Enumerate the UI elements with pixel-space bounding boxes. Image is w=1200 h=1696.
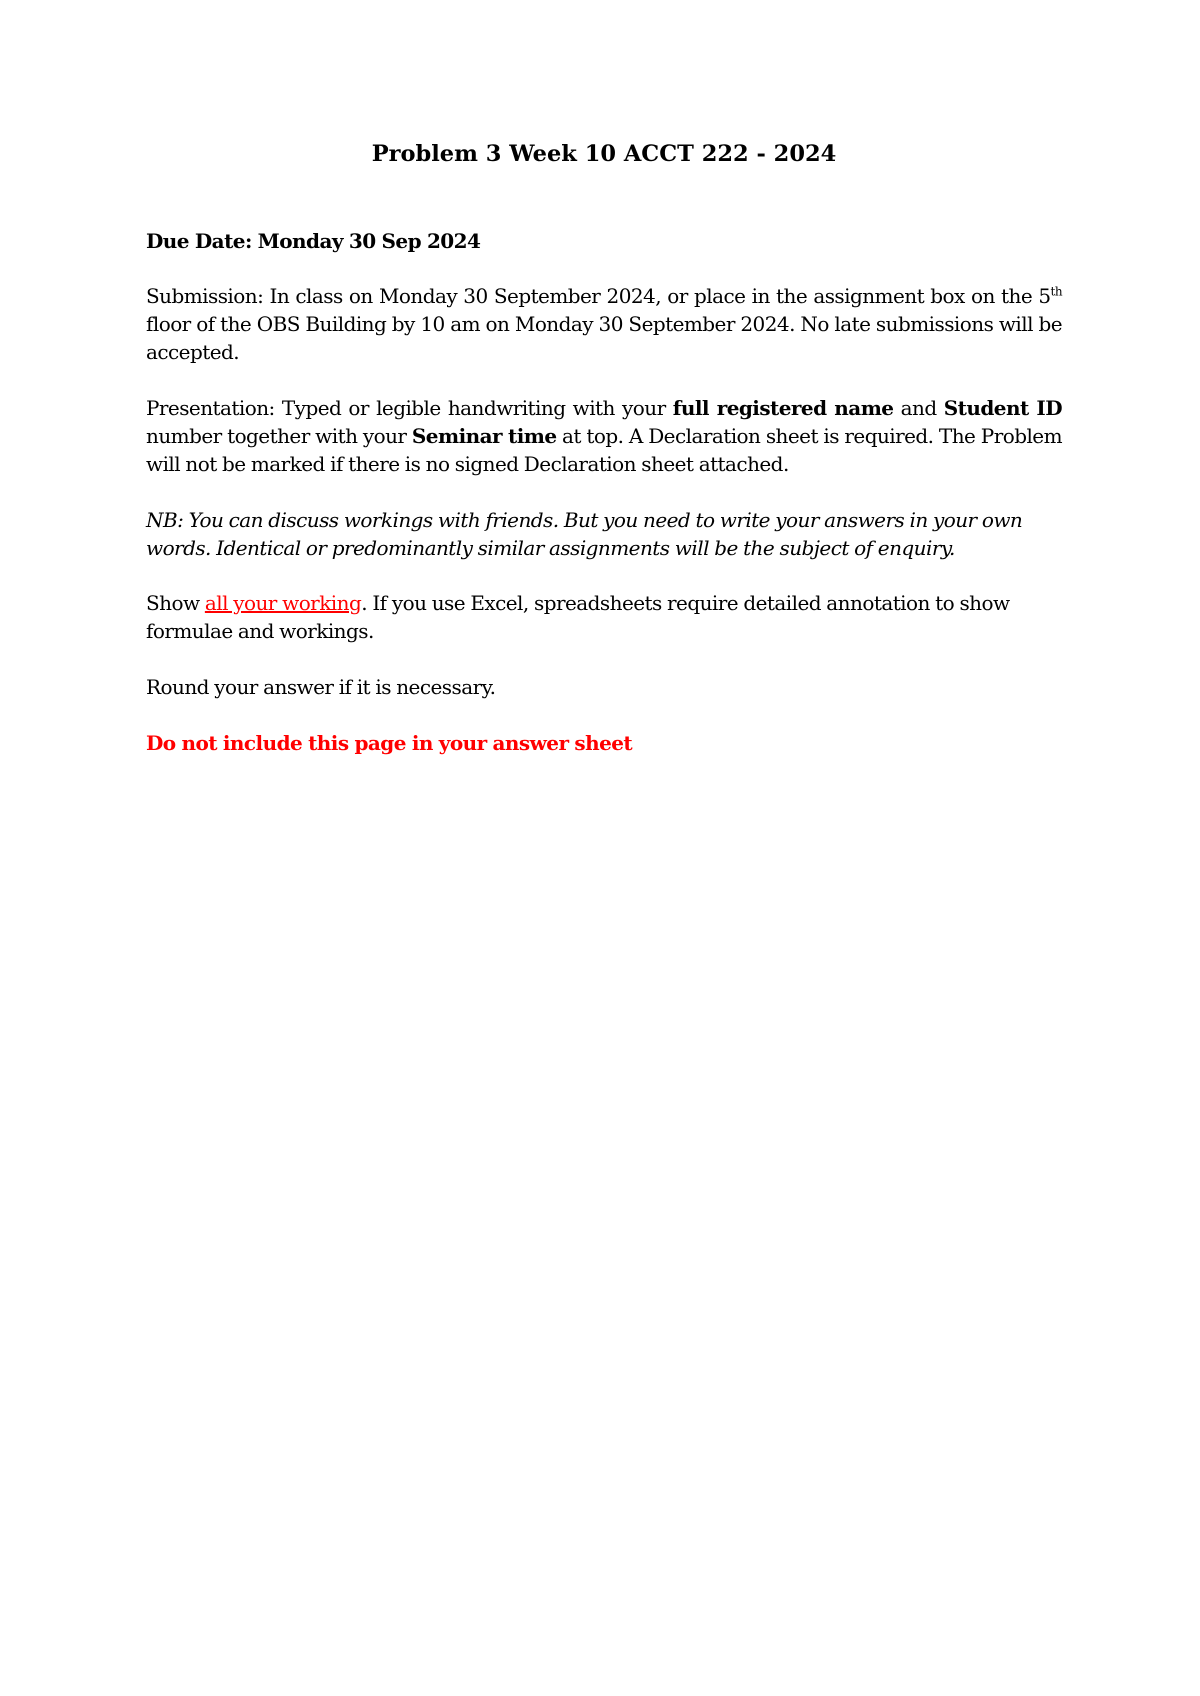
ordinal-superscript: th bbox=[1050, 284, 1062, 299]
presentation-text-4: at top. A Declaration sheet is required. The Problem will not be marked if there is no signed Declaration sheet attached. bbox=[146, 424, 1062, 476]
submission-text-2: floor of the OBS Building by 10 am on Monday 30 September 2024. No late submissions will be accepted. bbox=[146, 312, 1062, 364]
student-id-emphasis: Student ID bbox=[943, 396, 1063, 420]
submission-paragraph bbox=[146, 282, 1062, 366]
seminar-time-emphasis: Seminar time bbox=[411, 424, 557, 448]
show-working-paragraph bbox=[146, 589, 1062, 645]
show-prefix: Show bbox=[146, 591, 205, 615]
presentation-text-2: and bbox=[893, 396, 944, 420]
presentation-paragraph bbox=[146, 394, 1062, 478]
nb-note: NB: You can discuss workings with friends. But you need to write your answers in your own words. Identical or predominantly similar assignments will be the subject of enquiry. bbox=[146, 508, 1023, 560]
warning-notice: Do not include this page in your answer sheet bbox=[146, 731, 633, 755]
show-suffix: . If you use Excel, spreadsheets require detailed annotation to show formulae and workings. bbox=[146, 591, 1010, 643]
presentation-text-3: number together with your bbox=[146, 424, 412, 448]
presentation-text-1: Presentation: Typed or legible handwriting with your bbox=[146, 396, 673, 420]
due-date: Due Date: Monday 30 Sep 2024 bbox=[146, 229, 481, 253]
all-your-working-link[interactable]: all your working bbox=[204, 591, 362, 615]
submission-text-1: Submission: In class on Monday 30 September 2024, or place in the assignment box on the 5 bbox=[146, 284, 1051, 308]
round-instruction: Round your answer if it is necessary. bbox=[146, 675, 496, 699]
full-name-emphasis: full registered name bbox=[672, 396, 894, 420]
document-title: Problem 3 Week 10 ACCT 222 - 2024 bbox=[371, 141, 837, 167]
